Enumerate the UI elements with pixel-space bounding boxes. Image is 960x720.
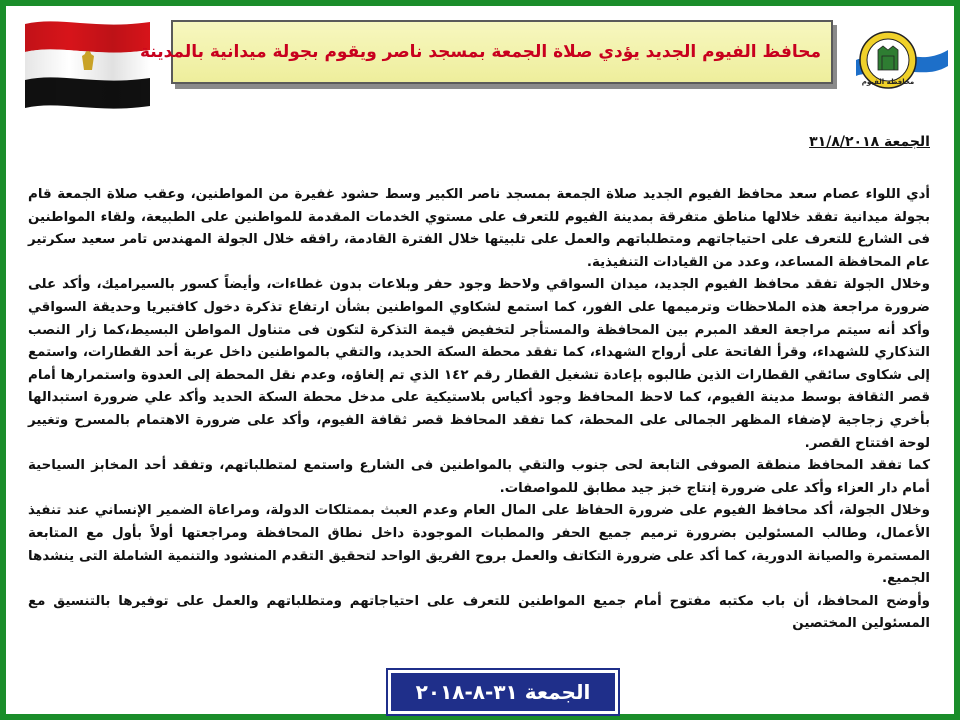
article-body (28, 184, 930, 636)
governorate-logo-icon (848, 20, 954, 96)
article-paragraph: كما تفقد المحافظ منطقة الصوفى التابعة لحى جنوب والتقي بالمواطنين فى الشارع واستمع لمتطلباتهم، وتفقد أحد المخابز السياحية أمام دار العزاء وأكد على ضرورة إنتاج خبز جيد مطابق للمواصفات. (28, 458, 930, 496)
article-paragraph: أدي اللواء عصام سعد محافظ الفيوم الجديد صلاة الجمعة بمسجد ناصر الكبير وسط حشود غفيرة من المواطنين، وعقب صلاة الجمعة قام بجولة ميدانية تفقد خلالها مناطق متفرقة بمدينة الفيوم للتعرف على مستوي الخدمات المقدمة للمواطنين على الطبيعة، ولقاء المواطنين فى الشارع للتعرف على احتياجاتهم ومتطلباتهم والعمل على تلبيتها خلال الفترة القادمة، رافقه خلال الجولة المهندس تامر سعيد سكرتير عام المحافظة المساعد، وعدد من القيادات التنفيذية. (28, 187, 930, 270)
article-paragraph: وخلال الجولة تفقد محافظ الفيوم الجديد، ميدان السواقي ولاحظ وجود حفر وبلاعات بدون غطاءات، وأيضاً كسور بالسيراميك، وأكد على ضرورة مراجعة هذه الملاحظات وترميمها على الفور، كما استمع لشكاوي المواطنين بشأن ارتفاع تذكرة دخول كافتيريا وحديقة السواقي وأكد أنه سيتم مراجعة العقد المبرم بين المحافظة والمستأجر لتخفيض قيمة التذكرة لتكون فى متناول المواطن البسيط،كما زار النصب التذكاري للشهداء، وقرأ الفاتحة على أرواح الشهداء، كما تفقد محطة السكة الحديد، والتقي بالمواطنين داخل عربة أحد القطارات، واستمع إلى شكاوى سائقي القطارات الذين طالبوه بإعادة تشغيل القطار رقم ١٤٢ الذي تم إلغاؤه، وعدم نقل المحطة إلى العدوة واستمرارها أمام قصر الثقافة بوسط مدينة الفيوم، كما لاحظ المحافظ وجود أكياس بلاستيكية على مدخل محطة السكة الحديد وأكد علي ضرورة استبدالها بأخري زجاجية لإضفاء المظهر الجمالى على المحطة، كما تفقد المحافظ قصر ثقافة الفيوم، وأكد على ضرورة الاهتمام بالمسرح وتغيير لوحة افتتاح القصر. (28, 277, 930, 451)
page-title: محافظ الفيوم الجديد يؤدي صلاة الجمعة بمسجد ناصر ويقوم بجولة ميدانية بالمدينة (139, 42, 821, 62)
article-paragraph: وأوضح المحافظ، أن باب مكتبه مفتوح أمام جميع المواطنين للتعرف على احتياجاتهم ومتطلباتهم والعمل على توفيرها بالتنسيق مع المسئولين المختصين (28, 593, 930, 632)
date-badge-text: الجمعة ٣١-٨-٢٠١٨ (415, 680, 591, 704)
logo-text: محافظة الفيوم (861, 78, 915, 86)
article-date: الجمعة ٣١/٨/٢٠١٨ (809, 134, 930, 150)
article-paragraph: وخلال الجولة، أكد محافظ الفيوم على ضرورة الحفاظ على المال العام وعدم العبث بممتلكات الدولة، ومراعاة الضمير الإنساني عند تنفيذ الأعمال، وطالب المسئولين بضرورة ترميم جميع الحفر والمطبات الموجودة داخل نطاق المحافظة ومراجعتها أولاً بأول مع المتابعة المستمرة والصيانة الدورية، كما أكد على ضرورة التكاتف والعمل بروح الفريق الواحد لتحقيق التقدم المنشود والتنمية الشاملة التى ينشدها الجميع. (28, 503, 930, 587)
header-banner (139, 20, 833, 84)
date-badge (388, 670, 618, 714)
egypt-flag-icon (20, 16, 155, 110)
